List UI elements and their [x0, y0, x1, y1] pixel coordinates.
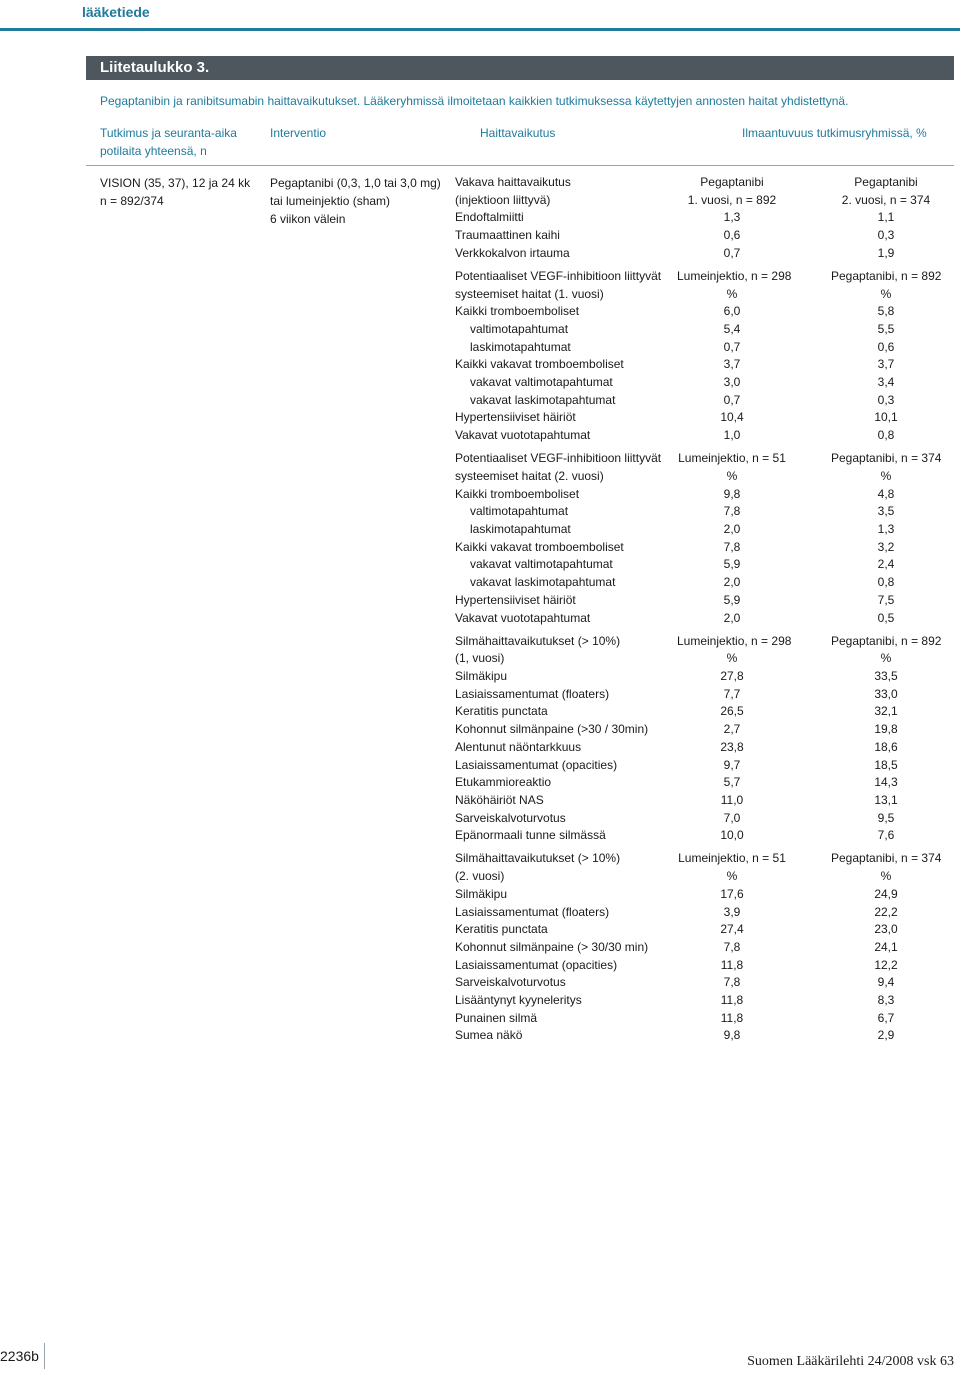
row-value-group2: % — [880, 869, 892, 884]
study-name: VISION (35, 37), 12 ja 24 kk — [100, 176, 251, 190]
row-value-group1: 7,8 — [723, 939, 741, 954]
row-value-group1: 7,8 — [723, 504, 741, 519]
row-value-group1: 11,8 — [720, 957, 744, 972]
row-value-group2: 3,7 — [877, 357, 895, 372]
row-label: (1, vuosi) — [455, 651, 505, 666]
row-value-group1: 2,0 — [723, 522, 741, 537]
column-header-intervention: Interventio — [270, 126, 327, 140]
adverse-effects-table — [455, 174, 955, 1045]
column-header-study-line1: Tutkimus ja seuranta-aika — [100, 126, 237, 140]
study-cell — [100, 174, 250, 210]
page-number: 2236b — [0, 1348, 39, 1364]
table-row — [455, 268, 955, 286]
row-value-group2: 1,9 — [877, 245, 895, 260]
row-value-group2: 7,6 — [877, 828, 895, 843]
table-row — [455, 850, 955, 868]
row-value-group2: 0,5 — [877, 610, 895, 625]
row-value-group1: 7,8 — [723, 975, 741, 990]
table-row — [455, 774, 955, 792]
row-value-group2: 0,8 — [877, 428, 895, 443]
row-value-group2: Pegaptanibi — [854, 175, 918, 189]
row-value-group2: 1,1 — [877, 210, 895, 225]
row-label: systeemiset haitat (2. vuosi) — [455, 469, 604, 483]
row-value-group1: 27,4 — [720, 922, 744, 937]
row-label: Lasiaissamentumat (floaters) — [455, 904, 610, 919]
intervention-cell — [270, 174, 441, 228]
row-label: Sarveiskalvoturvotus — [455, 810, 566, 825]
row-label: Vakavat vuototapahtumat — [455, 428, 591, 443]
row-label: Silmähaittavaikutukset (> 10%) — [455, 851, 621, 866]
row-value-group1: 5,4 — [723, 322, 741, 336]
row-value-group1: 27,8 — [720, 669, 744, 684]
table-row — [455, 757, 955, 775]
row-label: Kaikki vakavat tromboemboliset — [455, 357, 624, 372]
row-label: Lisääntynyt kyyneleritys — [455, 992, 582, 1007]
table-row — [455, 339, 955, 357]
row-value-group2: 2. vuosi, n = 374 — [841, 192, 931, 207]
table-row — [455, 374, 955, 392]
row-value-group2: 19,8 — [874, 722, 898, 737]
row-value-group2: 24,1 — [874, 939, 898, 954]
row-value-group2: 0,8 — [877, 575, 895, 590]
row-value-group2: % — [880, 651, 892, 666]
row-value-group1: 11,0 — [720, 792, 744, 807]
row-value-group2: 6,7 — [877, 1010, 895, 1025]
row-label: Kaikki tromboemboliset — [455, 304, 580, 319]
row-label: Verkkokalvon irtauma — [455, 245, 570, 260]
row-label: vakavat valtimotapahtumat — [470, 557, 613, 572]
row-value-group1: 0,7 — [723, 339, 741, 354]
row-label: Traumaattinen kaihi — [455, 228, 560, 243]
table-row — [455, 992, 955, 1010]
row-value-group2: 0,3 — [877, 392, 895, 407]
column-header-adverse: Haittavaikutus — [480, 126, 556, 140]
row-value-group2: 13,1 — [874, 792, 898, 807]
row-label: vakavat valtimotapahtumat — [470, 375, 613, 390]
row-value-group2: 22,2 — [874, 904, 898, 919]
row-label: Epänormaali tunne silmässä — [455, 828, 606, 843]
column-header-study-line2: potilaita yhteensä, n — [100, 144, 207, 158]
row-value-group1: 3,0 — [723, 375, 741, 390]
row-label: Potentiaaliset VEGF-inhibitioon liittyvät — [455, 451, 662, 466]
table-row — [455, 886, 955, 904]
row-value-group2: 7,5 — [877, 592, 895, 607]
row-value-group1: 2,0 — [723, 575, 741, 590]
table-row — [455, 286, 955, 304]
table-row — [455, 392, 955, 410]
table-row — [455, 486, 955, 504]
row-value-group1: 0,7 — [723, 245, 741, 260]
row-value-group1: % — [726, 286, 738, 301]
table-row — [455, 921, 955, 939]
table-row — [455, 503, 955, 521]
table-row — [455, 556, 955, 574]
row-value-group2: 1,3 — [877, 522, 895, 537]
table-row — [455, 974, 955, 992]
table-row — [455, 810, 955, 828]
row-value-group1: 3,7 — [723, 357, 741, 372]
row-label: Kohonnut silmänpaine (>30 / 30min) — [455, 722, 649, 737]
table-row — [455, 468, 955, 486]
row-value-group1: Lumeinjektio, n = 51 — [678, 851, 786, 866]
row-value-group1: Lumeinjektio, n = 298 — [677, 268, 792, 283]
row-value-group1: Lumeinjektio, n = 298 — [677, 633, 792, 648]
row-label: Lasiaissamentumat (opacities) — [455, 957, 618, 972]
row-value-group2: 0,6 — [877, 339, 895, 354]
table-row — [455, 356, 955, 374]
row-label: Lasiaissamentumat (opacities) — [455, 757, 618, 772]
table-row — [455, 1027, 955, 1045]
row-value-group1: 26,5 — [720, 704, 744, 719]
row-value-group2: 9,4 — [877, 975, 895, 990]
row-label: Kaikki vakavat tromboemboliset — [455, 539, 624, 554]
table-caption: Pegaptanibin ja ranibitsumabin haittavaikutukset. Lääkeryhmissä ilmoitetaan kaikkien tutkimuksessa käytettyjen annosten haitat yhdistettynä. — [100, 94, 849, 108]
row-value-group1: 5,9 — [723, 557, 741, 572]
row-label: Alentunut näöntarkkuus — [455, 739, 582, 754]
table-row — [455, 827, 955, 845]
section-label: lääketiede — [82, 4, 150, 20]
row-value-group2: Pegaptanibi, n = 374 — [831, 851, 942, 866]
row-label: systeemiset haitat (1. vuosi) — [455, 286, 604, 301]
row-value-group1: 17,6 — [720, 886, 744, 901]
table-row — [455, 739, 955, 757]
row-label: Silmähaittavaikutukset (> 10%) — [455, 633, 621, 648]
row-value-group2: Pegaptanibi, n = 892 — [831, 268, 942, 283]
row-value-group1: Lumeinjektio, n = 51 — [678, 451, 786, 466]
row-value-group1: 11,8 — [720, 1010, 744, 1025]
row-value-group2: 10,1 — [874, 410, 898, 425]
table-title-bar — [86, 56, 954, 80]
table-title: Liitetaulukko 3. — [100, 59, 210, 76]
row-value-group2: 9,5 — [877, 810, 895, 825]
row-value-group1: 9,7 — [723, 757, 741, 772]
row-label: (2. vuosi) — [455, 869, 505, 884]
row-value-group1: 10,0 — [720, 828, 744, 843]
row-label: Silmäkipu — [455, 886, 508, 901]
row-value-group1: 6,0 — [723, 304, 741, 319]
row-label: Etukammioreaktio — [455, 775, 552, 790]
table-row — [455, 957, 955, 975]
row-value-group2: 3,5 — [877, 504, 895, 519]
row-value-group1: 7,7 — [723, 686, 741, 701]
row-label: Hypertensiiviset häiriöt — [455, 592, 576, 607]
table-row — [455, 574, 955, 592]
row-value-group1: 7,8 — [723, 539, 741, 554]
row-value-group2: 14,3 — [874, 775, 898, 790]
row-value-group2: 5,5 — [877, 322, 895, 336]
table-row — [455, 792, 955, 810]
row-label: Hypertensiiviset häiriöt — [455, 410, 576, 425]
row-value-group1: 1. vuosi, n = 892 — [687, 192, 777, 207]
row-value-group1: % — [726, 469, 738, 483]
row-value-group1: 9,8 — [723, 1028, 741, 1043]
row-value-group1: % — [726, 651, 738, 666]
row-value-group2: 33,0 — [874, 686, 898, 701]
table-row — [455, 521, 955, 539]
row-value-group2: 3,4 — [877, 375, 895, 390]
table-row — [455, 939, 955, 957]
row-value-group2: 18,5 — [874, 757, 898, 772]
row-label: Kohonnut silmänpaine (> 30/30 min) — [455, 939, 649, 954]
row-label: Keratitis punctata — [455, 922, 548, 937]
row-label: Potentiaaliset VEGF-inhibitioon liittyvät — [455, 268, 662, 283]
row-value-group1: 7,0 — [723, 810, 741, 825]
row-value-group1: 1,0 — [723, 428, 741, 443]
row-label: vakavat laskimotapahtumat — [470, 392, 616, 407]
row-value-group1: 5,9 — [723, 592, 741, 607]
row-value-group2: 24,9 — [874, 886, 898, 901]
row-label: Keratitis punctata — [455, 704, 548, 719]
table-row — [455, 245, 955, 263]
row-value-group1: 1,3 — [723, 210, 741, 225]
table-row — [455, 868, 955, 886]
intervention-line1: Pegaptanibi (0,3, 1,0 tai 3,0 mg) — [270, 176, 441, 190]
intervention-line3: 6 viikon välein — [270, 212, 346, 226]
table-row — [455, 192, 955, 210]
row-value-group2: 3,2 — [877, 539, 895, 554]
table-row — [455, 209, 955, 227]
journal-source: Suomen Lääkärilehti 24/2008 vsk 63 — [747, 1354, 954, 1369]
row-value-group2: % — [880, 286, 892, 301]
row-value-group2: 4,8 — [877, 486, 895, 501]
header-rule — [0, 28, 960, 31]
row-label: Sarveiskalvoturvotus — [455, 975, 566, 990]
row-value-group2: 8,3 — [877, 992, 895, 1007]
row-label: Endoftalmiitti — [455, 210, 524, 225]
row-value-group2: 33,5 — [874, 669, 898, 684]
table-row — [455, 686, 955, 704]
row-value-group2: 23,0 — [874, 922, 898, 937]
row-value-group2: Pegaptanibi, n = 892 — [831, 633, 942, 648]
row-value-group2: 2,9 — [877, 1028, 895, 1043]
table-row — [455, 592, 955, 610]
table-row — [455, 633, 955, 651]
row-value-group1: 0,6 — [723, 228, 741, 243]
table-row — [455, 303, 955, 321]
row-label: (injektioon liittyvä) — [455, 192, 551, 207]
row-value-group2: 2,4 — [877, 557, 895, 572]
study-n: n = 892/374 — [100, 194, 164, 208]
row-label: valtimotapahtumat — [470, 504, 569, 519]
row-value-group2: 12,2 — [874, 957, 898, 972]
table-row — [455, 427, 955, 445]
row-label: Sumea näkö — [455, 1028, 523, 1043]
row-label: Vakava haittavaikutus — [455, 175, 571, 189]
header-divider — [86, 165, 954, 166]
table-row — [455, 1010, 955, 1028]
row-value-group2: 32,1 — [874, 704, 898, 719]
row-label: Punainen silmä — [455, 1010, 538, 1025]
table-row — [455, 703, 955, 721]
row-label: Lasiaissamentumat (floaters) — [455, 686, 610, 701]
table-row — [455, 721, 955, 739]
table-row — [455, 174, 955, 192]
row-label: Näköhäiriöt NAS — [455, 792, 544, 807]
row-value-group2: 18,6 — [874, 739, 898, 754]
table-row — [455, 610, 955, 628]
row-value-group2: 0,3 — [877, 228, 895, 243]
intervention-line2: tai lumeinjektio (sham) — [270, 194, 391, 208]
footer-divider — [44, 1343, 45, 1369]
row-label: valtimotapahtumat — [470, 322, 569, 336]
table-row — [455, 539, 955, 557]
row-value-group1: 9,8 — [723, 486, 741, 501]
row-value-group1: % — [726, 869, 738, 884]
column-header-study — [100, 124, 237, 160]
row-value-group1: 23,8 — [720, 739, 744, 754]
row-value-group1: 2,0 — [723, 610, 741, 625]
row-value-group2: % — [880, 469, 892, 483]
table-row — [455, 650, 955, 668]
row-value-group1: 3,9 — [723, 904, 741, 919]
table-row — [455, 668, 955, 686]
row-label: vakavat laskimotapahtumat — [470, 575, 616, 590]
row-value-group2: 5,8 — [877, 304, 895, 319]
table-row — [455, 409, 955, 427]
row-value-group1: Pegaptanibi — [700, 175, 764, 189]
row-value-group2: Pegaptanibi, n = 374 — [831, 451, 942, 466]
row-label: Kaikki tromboemboliset — [455, 486, 580, 501]
table-row — [455, 904, 955, 922]
row-value-group1: 10,4 — [720, 410, 744, 425]
row-label: Vakavat vuototapahtumat — [455, 610, 591, 625]
row-label: Silmäkipu — [455, 669, 508, 684]
table-row — [455, 227, 955, 245]
column-header-incidence: Ilmaantuvuus tutkimusryhmissä, % — [742, 126, 927, 140]
row-value-group1: 0,7 — [723, 392, 741, 407]
row-label: laskimotapahtumat — [470, 522, 571, 537]
row-value-group1: 5,7 — [723, 775, 741, 790]
row-value-group1: 11,8 — [720, 992, 744, 1007]
table-row — [455, 321, 955, 339]
row-value-group1: 2,7 — [723, 722, 741, 737]
row-label: laskimotapahtumat — [470, 339, 571, 354]
table-row — [455, 450, 955, 468]
